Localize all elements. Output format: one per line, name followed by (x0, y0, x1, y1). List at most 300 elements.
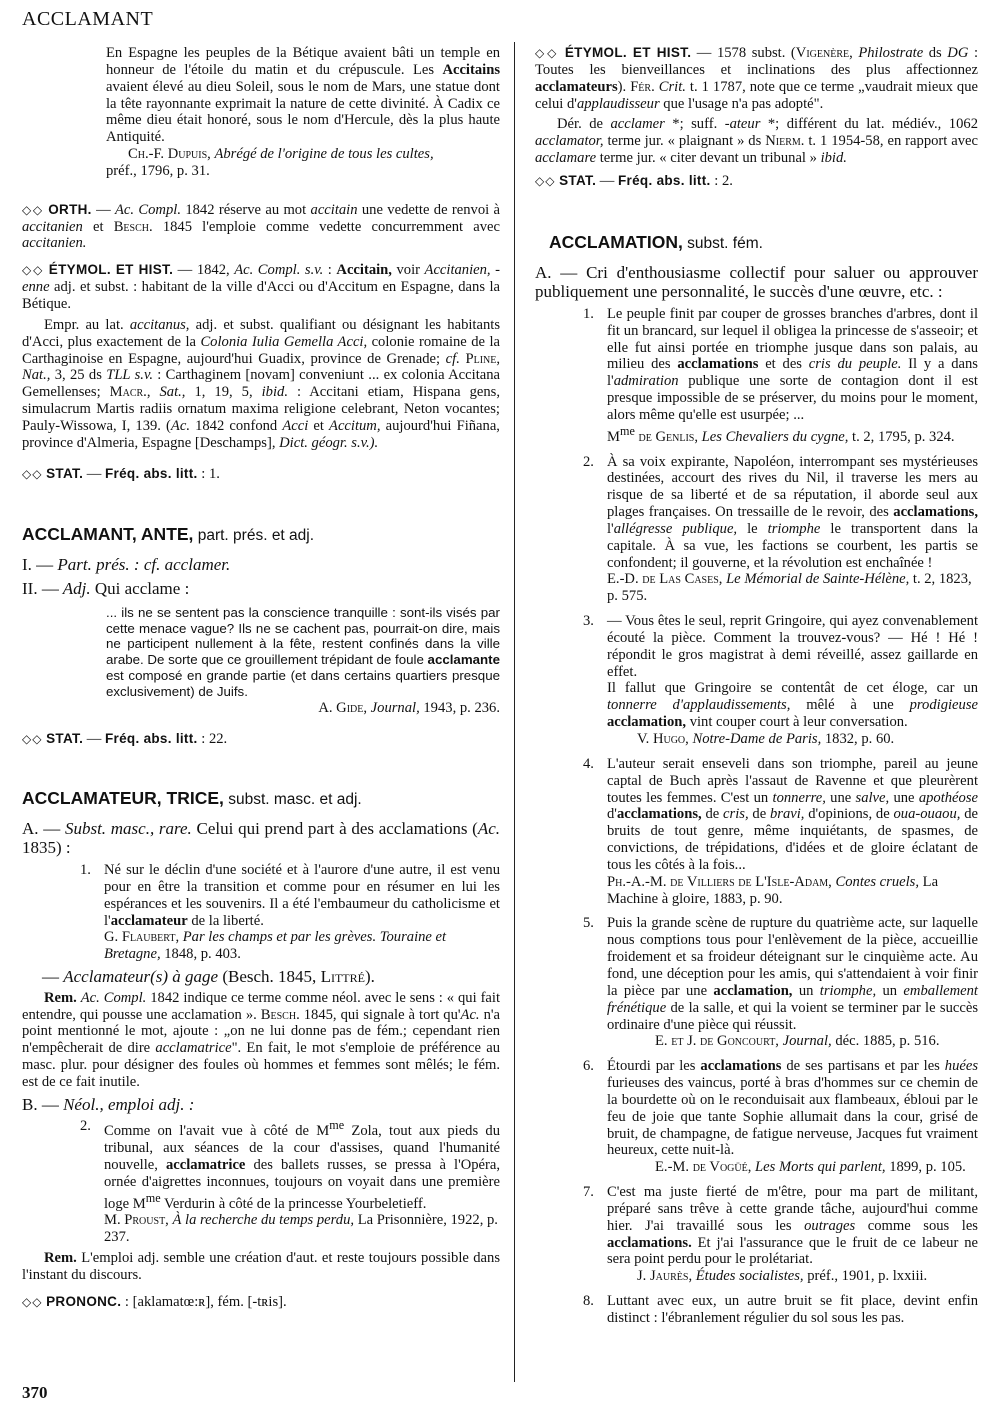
ref-text: -ateur (724, 116, 761, 133)
ref-text: applaudisseur (576, 95, 660, 112)
citation-text (607, 1293, 978, 1327)
superscript: me (619, 423, 635, 438)
ref-text: ibid. (261, 384, 288, 401)
acclamant-citation (106, 605, 500, 718)
ref-text: Colonia Iulia Gemella Acci, (200, 333, 368, 350)
diamond-marker-icon: ◇◇ (535, 173, 556, 188)
keyword: acclamation, (713, 982, 793, 999)
example-number: 4. (583, 755, 594, 772)
keyword: acclamante (427, 652, 500, 668)
pron-line (22, 1294, 500, 1311)
citation-text: Il y a dans l' (607, 356, 978, 390)
citation-emph: tonnerre, (772, 789, 826, 806)
example-2 (80, 1118, 500, 1246)
body-text: ". En fait, le mot s'emploie de préférence au masc. plur. pour désigner des foules où hommes et femmes sont mêlés; le fém. est de ce fait inutile. (22, 1040, 500, 1090)
source-author: Ch.-F. Dupuis, (128, 146, 211, 163)
body-text: colonie romaine de la Carthaginoise en Espagne, aujourd'hui Guadix, province de Grenade; (22, 333, 500, 367)
etym-paragraph (535, 45, 978, 112)
citation-text-a: En Espagne les peuples de la Bétique avaient bâti un temple en honneur de l'étoile du matin et du crépuscule. Les (106, 45, 500, 78)
sense-text: Part. prés. : (53, 555, 140, 575)
ref-text: acclamator, (535, 133, 604, 150)
ref-text: ibid. (820, 150, 847, 167)
ref-text: accitanien. (22, 235, 87, 252)
example-4 (583, 756, 978, 908)
citation-text: un (792, 982, 820, 999)
running-head: ACCLAMANT (22, 8, 154, 30)
body-text: ds (923, 45, 948, 61)
citation-text-b: est composé en grande partie (et dans certains quartiers presque exclusivement) de Juifs. (106, 668, 500, 700)
ref-text: Ac. (477, 818, 500, 838)
freq-value: : 1. (197, 465, 220, 482)
ref-text: Littré (320, 967, 365, 987)
body-text: 1, 19, 5, (185, 384, 262, 401)
citation-emph: emballement frénétique (607, 982, 978, 1016)
section-label: STAT. (559, 172, 597, 188)
citation-text-b: Zola, tout aux pieds du tribunal, aux séances de la cour d'assises, quand l'humanité nouvelle, (104, 1123, 501, 1174)
source-ref: t. 2, 1795, p. 324. (848, 428, 955, 445)
example-5 (583, 915, 978, 1050)
keyword: acclamation, (607, 714, 687, 731)
citation-emph: prodigieuse (909, 697, 978, 714)
citation-source (104, 1212, 500, 1246)
sense-text: Adj. (58, 578, 91, 598)
body-text: voir (391, 262, 425, 279)
citation-text: publique une sorte de contagion dont il est presque impossible de se préserver, du moins pour le moment, alors même qu'elle est usurpée; ... (607, 373, 978, 423)
body-text: *; suff. (664, 116, 725, 133)
body-text: que l'usage n'a pas adopté". (659, 95, 824, 112)
body-text: n'a point mentionné le mot, ajoute : „on ne lui donne pas de fém.; cependant rien n'empêcherait de dire (22, 1006, 500, 1057)
left-column (22, 45, 500, 1311)
superscript: me (329, 1118, 345, 1133)
stat-line (22, 466, 500, 483)
freq-label: Fréq. abs. litt. (105, 465, 198, 481)
body-text: 1842 confond (189, 417, 283, 434)
etym-paragraph-2 (535, 116, 978, 167)
source-ref: La Prisonnière, 1922, p. 237. (104, 1212, 498, 1246)
source-title: Les Chevaliers du cygne, (698, 428, 849, 445)
sense-text: cf. (139, 555, 161, 575)
ref-text: Ac. (170, 417, 190, 434)
ref-text: Ac. (460, 1006, 480, 1023)
body-text: 1842 indique ce terme comme néol. avec le sens : « qui fait entendre, qui pousse une acclamation ». (22, 989, 501, 1023)
citation-text-2 (607, 680, 978, 731)
citation-emph: bravi, (769, 806, 805, 823)
citation-text: À sa voix expirante, Napoléon, interrompant ses mystérieuses destinées, accourt des rives du Nil, il traverse les mers au risque de sa liberté et de sa réputation, il aborde seul aux plages françaises. On tressaille de le revoir, des (607, 453, 978, 521)
body-text: 1845, qui signale à tort qu' (299, 1006, 461, 1023)
body-text: : (323, 262, 337, 279)
body-text: terme jur. « citer devant un tribunal » (596, 150, 821, 167)
sense-label: II. — (22, 578, 59, 598)
ref-text: Besch. (260, 1006, 300, 1023)
ref-text: acclamare (535, 150, 597, 167)
citation-text: et des (758, 356, 809, 373)
ref-text: Crit. (654, 78, 686, 95)
source-title: À la recherche du temps perdu, (168, 1212, 355, 1229)
body-text: adj. et subst. qualifiant ou désignant les habitants d'Acci, plus exactement de la (22, 316, 500, 350)
citation-emph: triomphe, (819, 982, 877, 999)
citation-source (607, 1159, 978, 1176)
body-text: : [aklamatœ:ʀ], fém. [-tʀis]. (121, 1293, 287, 1310)
citation-emph: huées (944, 1058, 978, 1075)
entry-headword: ACCLAMANT, ANTE, (22, 524, 194, 545)
ref-text: TLL s.v. (106, 367, 153, 384)
sense-text: Qui acclame : (90, 578, 190, 598)
citation-source (607, 874, 978, 908)
orth-paragraph (22, 202, 500, 253)
citation-text-a: Comme on l'avait vue à côté de M (104, 1123, 330, 1140)
ref-text: accitain (310, 201, 358, 218)
citation-text-b: de la liberté. (187, 912, 264, 929)
stat-line (535, 173, 978, 190)
citation-text: d' (607, 806, 617, 823)
source-author: J. Jaurès, (637, 1268, 693, 1285)
keyword: acclamatrice (166, 1157, 246, 1174)
source-ref: 1943, p. 236. (419, 700, 500, 717)
example-number: 5. (583, 915, 594, 932)
sense-label: B. — (22, 1094, 59, 1114)
ref-text: Vigenère, (795, 45, 853, 61)
citation-text: Étourdi par les (607, 1058, 701, 1075)
citation-text (607, 306, 978, 424)
citation-text: d'opinions, de (804, 806, 894, 823)
ref-text: Ac. Compl. (115, 201, 181, 218)
source-ref: 1832, p. 60. (821, 731, 895, 747)
ref-text: accitanus, (129, 316, 190, 333)
ref-text: Nat., (22, 367, 51, 384)
superscript: me (145, 1190, 161, 1205)
citation-text: l' (607, 520, 614, 537)
source-ref: préf., 1796, p. 31. (106, 162, 210, 179)
dash: — (91, 201, 116, 218)
citation-text: L'auteur serait enseveli dans son triomphe, pareil au jeune captal de Buch après l'assaut de Ravenne et que pleurèrent toutes les femmes. C'est un (607, 755, 978, 806)
source-title: Par les champs et par les grèves. Touraine et Bretagne, (104, 929, 447, 963)
source-title: Contes cruels, (831, 873, 919, 890)
citation-source (607, 424, 978, 446)
keyword: Accitain, (336, 262, 392, 279)
citation-text: Luttant avec eux, un autre bruit se fit place, devint enfin distinct : l'ébranlement régulier du sol sous les pas. (607, 1293, 978, 1326)
citation-text: le transportent dans la capitale. À sa vue, les factions se courbent, les partis se confondent; il gouverne, et la révolution est enchaînée ! (607, 520, 978, 571)
citation-text: le (737, 520, 768, 537)
sense-a (22, 819, 500, 858)
sense-text: acclamer. (160, 555, 231, 575)
ref-text: DG (947, 45, 969, 61)
dash: — (42, 967, 64, 987)
citation-text (607, 1058, 978, 1159)
source-title: Abrégé de l'origine de tous les cultes, (214, 146, 434, 163)
citation-text: un (876, 982, 904, 999)
sense-label: I. — (22, 555, 54, 575)
freq-label: Fréq. abs. litt. (105, 731, 198, 747)
diamond-marker-icon: ◇◇ (22, 732, 43, 747)
body-text: aujourd'hui Fiñana, province d'Almeria, Espagne [Deschamps], (22, 417, 500, 451)
source-author: M (607, 428, 620, 445)
body-text: : Carthaginem [novam] conveniunt ... ex colonia Accitana Gemellenses; (22, 367, 500, 401)
citation-text (607, 915, 978, 1033)
source-title: Les Morts qui parlent, (751, 1159, 886, 1176)
example-number: 8. (583, 1293, 594, 1310)
source-author: E.-D. de Las Cases, (607, 571, 723, 588)
citation-text: vint couper court à leur conversation. (686, 714, 908, 731)
ref-text: Macr., (109, 384, 151, 401)
gage-line (42, 967, 500, 987)
sense-b (22, 1095, 500, 1115)
citation-text: Il fallut que Gringoire se contentât de cet éloge, car un (607, 680, 978, 697)
keyword: Accitains (442, 61, 500, 78)
body-text: et (308, 417, 330, 434)
citation-text (106, 45, 500, 146)
citation-emph: cris, (723, 806, 749, 823)
citation-emph: salve, (855, 789, 890, 806)
source-author: M. Proust, (104, 1212, 169, 1229)
section-label: PRONONC. (46, 1293, 122, 1309)
example-2 (583, 454, 978, 606)
ref-text: accitanien (22, 218, 83, 235)
example-number: 2. (583, 453, 594, 470)
source-ref: t. 2, 1823, p. 575. (607, 571, 972, 605)
citation-emph: allégresse publique, (613, 520, 738, 537)
body-text: : Accitani etiam, Hispana gens, simulacrum Martis radiis ornatum maxima religione celebrant, Neton vocantes; Pauly-Wissowa, I, 139. ( (22, 384, 500, 434)
freq-value: : 2. (710, 172, 733, 189)
example-number: 7. (583, 1184, 594, 1201)
source-author: G. Flaubert, (104, 929, 180, 946)
citation-emph: oua-ouaou, (893, 806, 961, 823)
section-label: STAT. (46, 731, 84, 747)
entry-pos: subst. fém. (682, 234, 763, 252)
remark-label: Rem. (44, 989, 77, 1006)
ref-text: Fér. (630, 78, 655, 95)
citation-text: de (701, 806, 724, 823)
citation-text: mêlé à une (790, 697, 910, 714)
source-author: E. et J. de Goncourt, (655, 1033, 779, 1050)
citation-text: — Vous êtes le seul, reprit Gringoire, qui ayez convenablement écouté la pièce. Comment la trouvez-vous? — Hé ! Hé ! répondit le gros magistrat à demi réveillé, assez gaillarde en effet. (607, 613, 978, 680)
source-author: V. Hugo, (637, 731, 689, 747)
page-number: 370 (22, 1383, 48, 1402)
example-3 (583, 613, 978, 748)
diamond-marker-icon: ◇◇ (22, 466, 43, 481)
citation-text-d: Verdurin à côté de la princesse Yourbeletieff. (160, 1195, 427, 1212)
ref-text: Pline, (459, 350, 500, 367)
citation-source (106, 700, 500, 717)
citation-source (607, 1033, 978, 1050)
citation-text (104, 862, 500, 929)
source-title: Études socialistes, (692, 1268, 804, 1285)
citation-source (607, 1268, 978, 1285)
example-1 (80, 862, 500, 963)
source-ref: déc. 1885, p. 516. (831, 1033, 940, 1050)
citation-source (104, 929, 500, 963)
column-divider (514, 42, 515, 1382)
source-title: Notre-Dame de Paris, (688, 731, 822, 747)
body-text: *; différent du lat. médiév., 1062 (760, 116, 978, 133)
ref-text: Accitanien, -enne (22, 262, 500, 296)
remark-label: Rem. (44, 1250, 77, 1267)
citation-text: une (825, 789, 856, 806)
citation-emph: tonnerre d'applaudissements, (607, 697, 791, 714)
source-author: E.-M. de Vogüé, (655, 1159, 752, 1176)
citation-text (106, 605, 500, 701)
source-ref: La Machine à gloire, 1883, p. 90. (607, 873, 939, 907)
right-column (535, 45, 978, 1327)
body-text: terme jur. « plaignant » ds (603, 133, 766, 150)
keyword: acclamations (677, 356, 759, 373)
example-number: 2. (80, 1118, 91, 1135)
citation-text: Puis la grande scène de rupture du quatrième acte, sur laquelle nous comptions tous pour l'enlèvement de la pièce, accueillie froidement et sa froideur déteignant sur le cinquième acte. Au fond, une déception pour les amis, qui s'attendaient à voir finir la pièce par une (607, 915, 978, 999)
source-ref: 1899, p. 105. (885, 1159, 966, 1176)
source-title: Le Mémorial de Sainte-Hélène, (722, 571, 910, 588)
diamond-marker-icon: ◇◇ (22, 202, 44, 217)
sense-i (22, 555, 500, 575)
keyword: acclamations. (607, 1234, 692, 1251)
example-6 (583, 1058, 978, 1176)
sense-text: Subst. masc., rare. (60, 818, 192, 838)
remark-1 (22, 990, 500, 1091)
example-number: 1. (583, 305, 594, 322)
sense-text: 1835) : (22, 838, 71, 858)
entry-heading (22, 524, 500, 545)
keyword: acclamateur (110, 912, 188, 929)
section-label: ÉTYMOL. ET HIST. (48, 262, 174, 278)
citation-emph: cris du peuple. (808, 356, 902, 373)
ref-text: Nierm. (765, 133, 805, 150)
body-text: ). (617, 78, 631, 95)
keyword: acclamations (700, 1058, 782, 1075)
citation-text: comme sous les (855, 1217, 978, 1234)
body-text: — 1578 subst. ( (691, 45, 796, 61)
freq-value: : 22. (197, 731, 228, 748)
citation-source (106, 146, 500, 180)
source-title: Journal, (778, 1033, 832, 1050)
body-text: une vedette de renvoi à (357, 201, 501, 218)
source-title: Journal, (367, 700, 420, 717)
entry-pos: part. prés. et adj. (193, 527, 315, 545)
ref-text: Besch. (113, 218, 153, 235)
source-ref: 1848, p. 403. (160, 946, 241, 963)
body-text: Dér. de (557, 116, 611, 133)
example-number: 3. (583, 613, 594, 630)
citation-emph: admiration (613, 373, 679, 390)
ref-text: Sat., (150, 384, 186, 401)
entry-heading (22, 788, 500, 809)
entry-heading (549, 232, 978, 253)
sense-label: A. — (535, 262, 578, 282)
etym-paragraph-2 (22, 317, 500, 452)
citation-text: Et j'ai l'assurance que le fruit de ce labeur ne sera point perdu pour le prolétariat. (607, 1234, 978, 1268)
body-text: Empr. au lat. (44, 316, 130, 333)
citation-text: C'est ma juste fierté de m'être, pour ma part de militant, préparé sans trêve à cette grande tâche, aujourd'hui comme hier. J'ai travaillé sous les (607, 1184, 978, 1234)
citation-text (104, 1118, 500, 1212)
ref-text: acclamatrice (155, 1040, 232, 1057)
ref-text: Philostrate (852, 45, 924, 61)
sense-text: Celui qui prend part à des acclamations ( (191, 818, 478, 838)
entry-headword: ACCLAMATION, (549, 231, 683, 252)
diamond-marker-icon: ◇◇ (535, 46, 560, 60)
body-text: t. 1 1787, note que ce terme „vaudrait mieux que celui d' (535, 78, 978, 112)
ref-text: cf. (445, 350, 460, 367)
citation-text: de bruits de tout genre, même inquiétants, de spasmes, de convictions, de trépidations, d'idées et de gloire éclatant de tous les côtés à la fois... (607, 806, 978, 873)
citation-source (607, 731, 978, 748)
section-label: ORTH. (48, 201, 92, 217)
accitain-citation (106, 45, 500, 180)
entry-headword: ACCLAMATEUR, TRICE, (22, 787, 224, 808)
example-7 (583, 1184, 978, 1285)
citation-text (607, 454, 978, 572)
citation-text: de la salle, et qui la voient se terminer par le succès ordinaire d'une pièce qui réussit. (607, 999, 978, 1033)
sense-a (535, 263, 978, 302)
source-ref: préf., 1901, p. lxxiii. (803, 1268, 928, 1285)
etym-paragraph (22, 262, 500, 313)
source-author: Ph.-A.-M. de Villiers de L'Isle-Adam, (607, 873, 832, 890)
sense-ii (22, 579, 500, 599)
diamond-marker-icon: ◇◇ (22, 263, 45, 278)
entry-pos: subst. masc. et adj. (223, 790, 362, 808)
citation-emph: outrages (804, 1217, 856, 1234)
diamond-marker-icon: ◇◇ (22, 1294, 43, 1309)
body-text: L'emploi adj. semble une création d'aut. et reste toujours possible dans l'instant du discours. (22, 1250, 500, 1283)
body-text: 1842 réserve au mot (180, 201, 311, 218)
citation-text-c: des ballets russes, se pressa à l'Opéra, ornée d'aigrettes inconnues, toujours on voyait dans une première loge M (104, 1157, 500, 1212)
ref-text: Acci (282, 417, 309, 434)
body-text: t. 1 1954-58, en rapport avec (804, 133, 978, 150)
sense-text: Acclamateur(s) à gage (63, 967, 219, 987)
ref-text: Dict. géogr. s.v.). (279, 434, 379, 451)
ref-text: acclamer (610, 116, 665, 133)
ref-text: (Besch. 1845, (218, 967, 321, 987)
sense-label: A. — (22, 818, 61, 838)
citation-emph: apothéose (918, 789, 978, 806)
citation-text: de ses partisans et par les (781, 1058, 945, 1075)
section-label: ÉTYMOL. ET HIST. (564, 45, 692, 60)
citation-text: une (889, 789, 919, 806)
keyword: acclamations, (893, 504, 978, 521)
freq-label: Fréq. abs. litt. (618, 172, 711, 188)
citation-text-a: ... ils ne se sentent pas la conscience tranquille : sont-ils visés par cette menace vague? Ils ne se cachent pas, pourrait-on dire, mais ne participent nullement à la fête, restent confinés dans la ville arabe. De sorte que ce grouillement trépidant de foule (106, 604, 500, 668)
sense-text: Cri d'enthousiasme collectif pour saluer ou approuver publiquement une personnalité, le succès d'une œuvre, etc. : (535, 262, 978, 302)
ref-text: ). (364, 967, 375, 987)
citation-source (607, 571, 978, 605)
citation-emph: triomphe (767, 520, 821, 537)
ref-text: Ac. Compl. s.v. (234, 262, 324, 279)
citation-text (607, 613, 978, 680)
body-text: et (82, 218, 114, 235)
dash: — (596, 172, 619, 189)
dash: — (83, 465, 106, 482)
example-1 (583, 306, 978, 446)
citation-text (607, 1184, 978, 1268)
body-text: 3, 25 ds (50, 367, 107, 384)
dash: — (83, 731, 106, 748)
citation-text: Le peuple finit par couper de grosses branches d'arbres, dont il fit un brancard, sur lequel il obligea la princesse de s'asseoir; et elle fut ainsi portée en triomphe jusque dans son palais, au milieu des (607, 305, 978, 373)
body-text: 1845 l'emploie comme vedette concurremment avec (152, 218, 500, 235)
keyword: acclamations, (616, 806, 702, 823)
example-number: 6. (583, 1058, 594, 1075)
example-number: 1. (80, 862, 91, 879)
section-label: STAT. (46, 465, 84, 481)
source-author: A. Gide, (318, 700, 368, 717)
citation-text: furieuses des vaincus, porté à bras d'hommes sur ce chemin de la bourdette où on le reconduisait aux flambeaux, ébloui par le feu de joie que tante Sophie allumait dans la cour, grisé de bruit, de champagne, de fatigue nerveuse, Jacques fut vraiment heureux, cette nuit-là. (607, 1075, 978, 1159)
citation-text-a: Né sur le déclin d'une société et à l'aurore d'une autre, il est venu pour en être la transition et comme pour en résumer en lui les espérances et les souvenirs. Il a été l'embaumeur du catholicisme et l' (104, 862, 500, 929)
source-author: de Genlis, (634, 428, 698, 445)
sense-text: Néol., emploi adj. : (58, 1094, 195, 1114)
stat-line (22, 731, 500, 748)
body-text: : Toutes les bienveillances et inclinations des plus affectionnez (535, 45, 979, 78)
ref-text: Accitum, (329, 417, 381, 434)
citation-text-b: avaient élevé au dieu Soleil, sous le nom de Mars, une statue dont la tête rayonnante exprimait la nature de cette divinité. À Cadix ce même dieu était honoré, sous le nom d'Hercule, dès la plus haute Antiquité. (106, 78, 500, 146)
remark-2 (22, 1250, 500, 1284)
example-8 (583, 1293, 978, 1327)
citation-text (607, 756, 978, 874)
keyword: acclamateurs (535, 78, 618, 95)
citation-text: de (748, 806, 770, 823)
